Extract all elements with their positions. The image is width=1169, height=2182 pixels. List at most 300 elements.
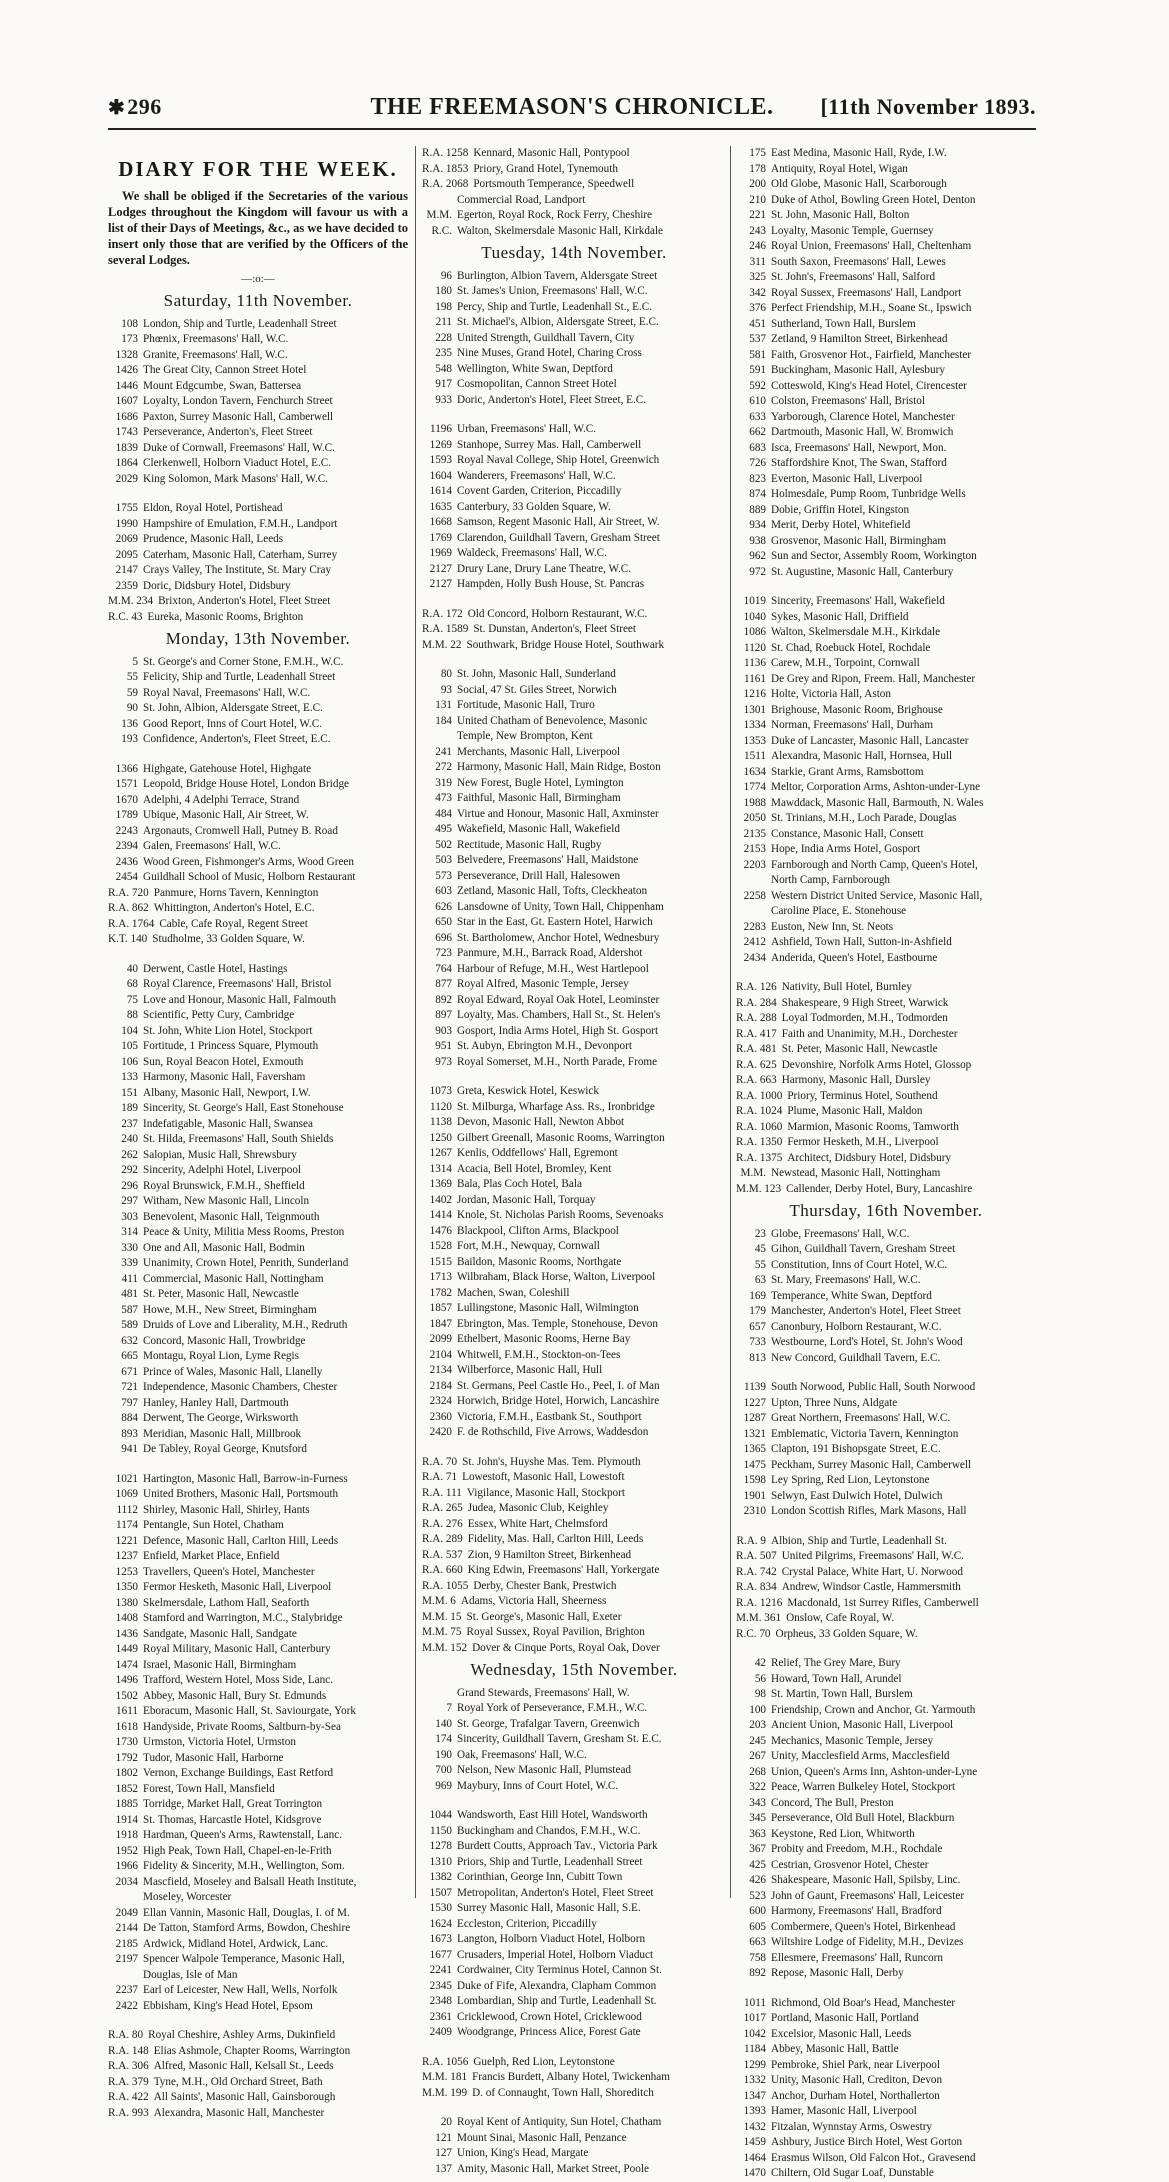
lodge-entry: [108, 1194, 408, 1210]
lodge-entry: [736, 146, 1036, 162]
lodge-name: South Saxon, Freemasons' Hall, Lewes: [771, 255, 946, 268]
lodge-name: Architect, Didsbury Hotel, Didsbury: [787, 1151, 952, 1164]
lodge-name: Combermere, Queen's Hotel, Birkenhead: [771, 1920, 956, 1933]
lodge-name: Doric, Didsbury Hotel, Didsbury: [143, 579, 291, 592]
lodge-number: 671: [121, 1365, 138, 1378]
lodge-number: 1593: [429, 454, 452, 466]
lodge-name: Canterbury, 33 Golden Square, W.: [457, 500, 611, 513]
lodge-number: 2360: [429, 1410, 452, 1423]
lodge-name: D. of Connaught, Town Hall, Shoreditch: [472, 2086, 654, 2099]
lodge-entry: [108, 1859, 408, 1875]
lodge-entry: [108, 1565, 408, 1581]
lodge-name: St. Dunstan, Anderton's, Fleet Street: [473, 623, 636, 635]
lodge-entry: [422, 484, 726, 500]
lodge-name: Sandgate, Masonic Hall, Sandgate: [143, 1627, 297, 1640]
lodge-entry: [736, 1504, 1036, 1520]
lodge-name: Wiltshire Lodge of Fidelity, M.H., Devizes: [771, 1936, 964, 1948]
lodge-name: John of Gaunt, Freemasons' Hall, Leicester: [771, 1889, 965, 1902]
lodge-number: 1436: [115, 1627, 138, 1640]
lodge-entry: [108, 1365, 408, 1381]
lodge-entry: [736, 301, 1036, 317]
lodge-entry: [736, 2011, 1036, 2027]
lodge-entry: [422, 1286, 726, 1302]
lodge-number: 339: [121, 1257, 138, 1269]
lodge-entry: [108, 886, 408, 902]
lodge-number: 1502: [115, 1689, 138, 1702]
group-gap: [736, 1642, 1036, 1656]
lodge-entry: [422, 698, 726, 714]
lodge-number: R.A. 1375: [736, 1151, 783, 1164]
lodge-name: Royal Kent of Antiquity, Sun Hotel, Chatham: [457, 2116, 662, 2128]
lodge-entry: [736, 749, 1036, 765]
lodge-entry: [108, 732, 408, 748]
lodge-name: Carew, M.H., Torpoint, Cornwall: [771, 657, 920, 669]
lodge-entry: [736, 193, 1036, 209]
lodge-name: Alfred, Masonic Hall, Kelsall St., Leeds: [153, 2060, 334, 2072]
lodge-entry: [422, 667, 726, 683]
lodge-number: 1571: [115, 778, 138, 790]
lodge-entry: [108, 1487, 408, 1503]
lodge-name: Eccleston, Criterion, Piccadilly: [457, 1917, 597, 1930]
lodge-number: R.A. 2068: [422, 178, 469, 190]
lodge-number: 100: [749, 1703, 766, 1716]
lodge-number: 376: [749, 302, 766, 314]
lodge-name: Anchor, Durham Hotel, Northallerton: [771, 2089, 940, 2102]
lodge-name: Bala, Plas Coch Hotel, Bala: [457, 1178, 582, 1190]
lodge-name: Jordan, Masonic Hall, Torquay: [457, 1193, 596, 1206]
lodge-entry: [736, 255, 1036, 271]
lodge-name: St. Augustine, Masonic Hall, Canterbury: [771, 565, 954, 578]
lodge-name: St. Hilda, Freemasons' Hall, South Shields: [143, 1133, 334, 1145]
lodge-number: 1334: [743, 719, 766, 731]
lodge-name: Harmony, Freemasons' Hall, Bradford: [771, 1905, 942, 1917]
lodge-name: Cable, Cafe Royal, Regent Street: [159, 917, 308, 930]
lodge-name: Dartmouth, Masonic Hall, W. Bromwich: [771, 426, 954, 438]
lodge-name: Gilbert Greenall, Masonic Rooms, Warrington: [457, 1131, 665, 1144]
lodge-entry: [108, 1890, 408, 1906]
lodge-name: Oak, Freemasons' Hall, W.C.: [457, 1748, 587, 1761]
lodge-name: Anderida, Queen's Hotel, Eastbourne: [771, 951, 938, 964]
lodge-entry: [108, 808, 408, 824]
lodge-entry: [108, 1256, 408, 1272]
lodge-name: St. Germans, Peel Castle Ho., Peel, I. of Man: [457, 1379, 660, 1392]
lodge-number: 246: [749, 240, 766, 252]
lodge-entry: [736, 1135, 1036, 1151]
lodge-entry: [422, 269, 726, 285]
lodge-entry: [422, 993, 726, 1009]
lodge-entry: [736, 162, 1036, 178]
lodge-number: R.A. 80: [108, 2029, 144, 2041]
diary-title: DIARY FOR THE WEEK.: [118, 157, 398, 181]
lodge-name: Whitwell, F.M.H., Stockton-on-Tees: [457, 1348, 621, 1361]
lodge-entry: [422, 1379, 726, 1395]
day-heading-saturday: Saturday, 11th November.: [163, 291, 353, 310]
lodge-name: Callender, Derby Hotel, Bury, Lancashire: [786, 1182, 973, 1195]
lodge-entry: [422, 1701, 726, 1717]
lodge-number: 951: [435, 1040, 452, 1052]
lodge-number: 136: [121, 717, 138, 730]
lodge-entry: [422, 469, 726, 485]
lodge-entry: [736, 610, 1036, 626]
lodge-name: Temperance, White Swan, Deptford: [771, 1289, 932, 1302]
lodge-entry: [422, 1855, 726, 1871]
lodge-entry: [422, 162, 726, 178]
lodge-entry: [422, 1270, 726, 1286]
lodge-number: 1120: [430, 1100, 452, 1113]
lodge-name: Royal Cheshire, Ashley Arms, Dukinfield: [148, 2029, 336, 2041]
lodge-number: 2422: [115, 1999, 138, 2012]
lodge-name: Defence, Masonic Hall, Carlton Hill, Leeds: [143, 1534, 339, 1547]
lodge-number: R.A. 70: [422, 1455, 458, 1468]
lodge-entry: [736, 2120, 1036, 2136]
lodge-entry: [108, 1303, 408, 1319]
lodge-name: Walton, Skelmersdale M.H., Kirkdale: [771, 626, 941, 638]
lodge-name: Sykes, Masonic Hall, Driffield: [771, 610, 909, 623]
lodge-name: Earl of Leicester, New Hall, Wells, Norfolk: [143, 1984, 338, 1996]
lodge-name: Temple, New Brompton, Kent: [457, 730, 593, 742]
lodge-entry: [422, 1748, 726, 1764]
lodge-name: Crusaders, Imperial Hotel, Holborn Viaduct: [457, 1948, 654, 1961]
lodge-entry: [736, 239, 1036, 255]
lodge-number: 1139: [744, 1381, 766, 1393]
lodge-entry: [108, 1906, 408, 1922]
lodge-number: 934: [749, 519, 766, 531]
lodge-number: R.A. 126: [736, 981, 777, 993]
lodge-name: De Tabley, Royal George, Knutsford: [143, 1443, 307, 1455]
lodge-number: 1475: [743, 1458, 766, 1471]
lodge-name: Vernon, Exchange Buildings, East Retford: [143, 1767, 334, 1779]
lodge-name: Perseverance, Anderton's, Fleet Street: [143, 426, 313, 438]
lodge-number: R.A. 71: [422, 1471, 458, 1483]
lodge-number: R.C. 70: [736, 1627, 771, 1640]
lodge-entry: [108, 1658, 408, 1674]
lodge-name: Duke of Lancaster, Masonic Hall, Lancaster: [771, 734, 969, 747]
lodge-number: 345: [749, 1812, 766, 1824]
lodge-name: St. Mary, Freemasons' Hall, W.C.: [771, 1274, 921, 1286]
lodge-number: 726: [749, 457, 766, 469]
lodge-number: 2409: [429, 2026, 452, 2038]
lodge-number: 2420: [429, 1426, 452, 1438]
lodge-name: Harmony, Masonic Hall, Dursley: [781, 1074, 931, 1086]
lodge-number: 1885: [115, 1798, 138, 1810]
lodge-name: Baildon, Masonic Rooms, Northgate: [457, 1255, 622, 1268]
lodge-entry: [736, 518, 1036, 534]
lodge-name: Commercial Road, Landport: [457, 193, 586, 206]
lodge-entry: [736, 1489, 1036, 1505]
lodge-number: 1350: [115, 1581, 138, 1593]
lodge-name: Victoria, F.M.H., Eastbank St., Southport: [457, 1410, 642, 1423]
lodge-number: 1044: [429, 1809, 452, 1821]
lodge-entry: [108, 363, 408, 379]
lodge-name: Probity and Freedom, M.H., Rochdale: [771, 1843, 943, 1855]
lodge-number: 131: [435, 699, 452, 711]
lodge-entry: [736, 687, 1036, 703]
lodge-name: Scientific, Petty Cury, Cambridge: [143, 1009, 295, 1021]
lodge-name: Onslow, Cafe Royal, W.: [786, 1612, 895, 1624]
lodge-name: Sutherland, Town Hall, Burslem: [771, 317, 916, 330]
lodge-name: Commercial, Masonic Hall, Nottingham: [143, 1272, 324, 1285]
lodge-name: Fidelity & Sincerity, M.H., Wellington, Som.: [143, 1860, 345, 1872]
lodge-number: 198: [435, 300, 452, 313]
lodge-entry: [422, 1625, 726, 1641]
lodge-entry: [422, 1131, 726, 1147]
group-gap: [736, 580, 1036, 594]
lodge-name: St. Trinians, M.H., Loch Parade, Douglas: [771, 812, 957, 824]
lodge-name: St. George's and Corner Stone, F.M.H., W.C.: [143, 655, 344, 668]
lodge-number: 2434: [743, 951, 766, 964]
lodge-number: 1310: [429, 1855, 452, 1868]
lodge-name: Priory, Terminus Hotel, Southend: [787, 1089, 938, 1102]
lodge-entry: [108, 686, 408, 702]
lodge-number: 55: [754, 1258, 766, 1271]
lodge-entry: [736, 1335, 1036, 1351]
lodge-name: Social, 47 St. Giles Street, Norwich: [457, 683, 617, 696]
lodge-name: Love and Honour, Masonic Hall, Falmouth: [143, 993, 337, 1006]
lodge-entry: [422, 193, 726, 209]
lodge-entry: [422, 562, 726, 578]
lodge-number: 657: [749, 1320, 766, 1333]
lodge-entry: [422, 776, 726, 792]
lodge-entry: [422, 531, 726, 547]
lodge-entry: [736, 641, 1036, 657]
lodge-name: Essex, White Hart, Chelmsford: [467, 1517, 608, 1530]
lodge-number: 889: [749, 503, 766, 516]
lodge-number: 591: [749, 364, 766, 376]
lodge-name: Horwich, Bridge Hotel, Horwich, Lancashire: [457, 1395, 660, 1407]
lodge-number: 1677: [429, 1948, 452, 1961]
lodge-name: Peckham, Surrey Masonic Hall, Camberwell: [771, 1458, 972, 1471]
lodge-number: R.A. 1589: [422, 623, 469, 635]
lodge-number: R.A. 1258: [422, 147, 469, 159]
lodge-name: Clapton, 191 Bishopsgate Street, E.C.: [771, 1443, 941, 1455]
lodge-number: 1464: [743, 2151, 766, 2164]
lodge-entry: [422, 1717, 726, 1733]
lodge-number: 1598: [743, 1474, 766, 1486]
lodge-name: The Great City, Cannon Street Hotel: [143, 364, 307, 376]
lodge-number: 1314: [429, 1162, 452, 1175]
lodge-name: Urban, Freemasons' Hall, W.C.: [457, 423, 597, 435]
lodge-entry: [108, 2044, 408, 2060]
lodge-name: King Edwin, Freemasons' Hall, Yorkergate: [467, 1564, 660, 1576]
lodge-number: 700: [435, 1764, 452, 1776]
lodge-entry: [108, 532, 408, 548]
lodge-name: Sincerity, St. George's Hall, East Stonehouse: [143, 1102, 344, 1114]
lodge-entry: [422, 208, 726, 224]
lodge-number: 941: [121, 1443, 138, 1455]
lodge-name: Wakefield, Masonic Hall, Wakefield: [457, 823, 620, 835]
lodge-name: Covent Garden, Criterion, Piccadilly: [457, 485, 622, 497]
lodge-number: 203: [749, 1719, 766, 1731]
lodge-number: 632: [121, 1334, 138, 1347]
lodge-name: Whittington, Anderton's Hotel, E.C.: [153, 902, 315, 914]
lodge-name: Hamer, Masonic Hall, Liverpool: [771, 2105, 917, 2117]
lodge-name: Portsmouth Temperance, Speedwell: [473, 178, 635, 190]
lodge-number: 2203: [743, 858, 766, 871]
lodge-number: 1901: [743, 1489, 766, 1502]
lodge-entry: [736, 1951, 1036, 1967]
lodge-number: 267: [749, 1750, 766, 1762]
lodge-number: 1969: [429, 547, 452, 559]
lodge-number: 1459: [743, 2136, 766, 2148]
page-header: [108, 92, 1036, 130]
lodge-entry: [736, 1935, 1036, 1951]
lodge-name: Derby, Chester Bank, Prestwich: [473, 1579, 617, 1592]
lodge-number: 1966: [115, 1860, 138, 1872]
lodge-name: Metropolitan, Anderton's Hotel, Fleet Street: [457, 1886, 654, 1899]
lodge-name: Eldon, Royal Hotel, Portishead: [143, 502, 283, 514]
lodge-name: Dobie, Griffin Hotel, Kingston: [771, 503, 910, 516]
lodge-name: Perfect Friendship, M.H., Soane St., Ipswich: [771, 302, 972, 314]
lodge-name: Cosmopolitan, Cannon Street Hotel: [457, 378, 617, 390]
lodge-number: 877: [435, 978, 452, 990]
lodge-number: 268: [749, 1765, 766, 1778]
lodge-entry: [422, 607, 726, 623]
lodge-number: 2310: [743, 1505, 766, 1517]
lodge-name: F. de Rothschild, Five Arrows, Waddesdon: [457, 1426, 649, 1438]
lodge-number: 969: [435, 1779, 452, 1792]
lodge-entry: [736, 1442, 1036, 1458]
lodge-name: United Pilgrims, Freemasons' Hall, W.C.: [781, 1550, 964, 1562]
lodge-number: 75: [126, 993, 138, 1006]
lodge-name: Perseverance, Drill Hall, Halesowen: [457, 869, 621, 882]
lodge-name: Ancient Union, Masonic Hall, Liverpool: [771, 1719, 954, 1731]
lodge-name: Starkie, Grant Arms, Ramsbottom: [771, 765, 924, 778]
lodge-name: Devonshire, Norfolk Arms Hotel, Glossop: [781, 1058, 972, 1071]
lodge-entry: [422, 1162, 726, 1178]
group-gap: [422, 408, 726, 422]
lodge-entry: [422, 1594, 726, 1610]
lodge-entry: [422, 1239, 726, 1255]
lodge-entry: [108, 1735, 408, 1751]
lodge-entry: [108, 1055, 408, 1071]
lodge-number: R.A. 1764: [108, 917, 155, 930]
lodge-entry: [736, 672, 1036, 688]
lodge-number: 1914: [115, 1813, 138, 1826]
lodge-entry: [736, 1811, 1036, 1827]
lodge-name: Leopold, Bridge House Hotel, London Bridge: [143, 778, 350, 790]
lodge-entry: [108, 1952, 408, 1968]
lodge-number: 1432: [743, 2120, 766, 2133]
lodge-name: Fortitude, 1 Princess Square, Plymouth: [143, 1040, 319, 1052]
lodge-entry: [108, 1673, 408, 1689]
tuesday-continued-list: [736, 146, 1036, 1197]
lodge-name: Tudor, Masonic Hall, Harborne: [143, 1751, 284, 1764]
lodge-name: Western District United Service, Masonic Hall,: [771, 889, 983, 902]
lodge-entry: [108, 962, 408, 978]
lodge-entry: [108, 410, 408, 426]
lodge-number: M.M. 75: [422, 1626, 462, 1638]
lodge-name: United Strength, Guildhall Tavern, City: [457, 331, 635, 344]
lodge-number: 1332: [743, 2074, 766, 2086]
lodge-number: 892: [749, 1967, 766, 1979]
lodge-name: Sincerity, Guildhall Tavern, Gresham St. E.C.: [457, 1733, 662, 1745]
lodge-name: Manchester, Anderton's Hotel, Fleet Street: [771, 1305, 961, 1317]
lodge-name: Burlington, Albion Tavern, Aldersgate Street: [457, 269, 658, 282]
lodge-number: 200: [749, 178, 766, 190]
lodge-number: R.A. 720: [108, 886, 149, 899]
lodge-number: 151: [121, 1086, 138, 1099]
lodge-entry: [422, 683, 726, 699]
group-gap: [736, 1982, 1036, 1996]
lodge-number: 696: [435, 931, 452, 944]
lodge-entry: [422, 515, 726, 531]
lodge-number: 1019: [743, 595, 766, 607]
lodge-entry: [422, 745, 726, 761]
lodge-entry: [736, 1627, 1036, 1643]
lodge-name: Caterham, Masonic Hall, Caterham, Surrey: [143, 548, 338, 561]
lodge-name: Howard, Town Hall, Arundel: [771, 1672, 902, 1685]
lodge-entry: [736, 2042, 1036, 2058]
lodge-entry: [422, 1193, 726, 1209]
lodge-number: 2049: [115, 1906, 138, 1919]
lodge-name: Handyside, Private Rooms, Saltburn-by-Sea: [143, 1720, 341, 1733]
lodge-entry: [108, 701, 408, 717]
lodge-entry: [736, 1904, 1036, 1920]
lodge-name: Nine Muses, Grand Hotel, Charing Cross: [457, 347, 642, 359]
lodge-name: Walton, Skelmersdale Masonic Hall, Kirkdale: [457, 224, 664, 237]
lodge-number: 367: [749, 1843, 766, 1855]
lodge-name: St. John, Masonic Hall, Sunderland: [457, 668, 616, 680]
lodge-entry: [422, 1084, 726, 1100]
lodge-number: 96: [440, 269, 452, 282]
lodge-number: 1161: [744, 672, 766, 685]
lodge-number: 1792: [115, 1751, 138, 1764]
lodge-number: 2348: [429, 1995, 452, 2007]
lodge-number: 1301: [743, 703, 766, 716]
column-rule: [730, 146, 731, 1898]
lodge-number: 973: [435, 1055, 452, 1068]
lodge-number: R.C.: [431, 224, 452, 237]
lodge-entry: [422, 1115, 726, 1131]
lodge-entry: [736, 656, 1036, 672]
lodge-entry: [422, 1994, 726, 2010]
lodge-number: 1839: [115, 441, 138, 454]
lodge-number: 40: [126, 962, 138, 975]
lodge-number: 573: [435, 869, 452, 882]
lodge-number: 2345: [429, 1979, 452, 1992]
lodge-entry: [422, 1501, 726, 1517]
lodge-name: Kennard, Masonic Hall, Pontypool: [473, 147, 630, 159]
lodge-name: St. Bartholomew, Anchor Hotel, Wednesbury: [457, 931, 660, 944]
lodge-name: St. John's, Huyshe Mas. Tem. Plymouth: [462, 1455, 641, 1468]
lodge-name: Adelphi, 4 Adelphi Terrace, Strand: [143, 793, 300, 806]
lodge-name: Relief, The Grey Mare, Bury: [771, 1657, 901, 1669]
lodge-name: Vigilance, Masonic Hall, Stockport: [466, 1486, 625, 1499]
lodge-name: Gosport, India Arms Hotel, High St. Gosport: [457, 1024, 659, 1037]
lodge-name: Concord, The Bull, Preston: [771, 1796, 894, 1809]
lodge-entry: [108, 1472, 408, 1488]
lodge-number: 90: [126, 702, 138, 714]
lodge-name: Prudence, Masonic Hall, Leeds: [143, 533, 284, 545]
lodge-name: Abbey, Masonic Hall, Bury St. Edmunds: [143, 1689, 327, 1702]
lodge-name: Shirley, Masonic Hall, Shirley, Hants: [143, 1503, 310, 1516]
lodge-entry: [736, 363, 1036, 379]
lodge-entry: [422, 2146, 726, 2162]
lodge-name: Torridge, Market Hall, Great Torrington: [143, 1798, 323, 1810]
lodge-number: 1287: [743, 1412, 766, 1424]
lodge-name: Forest, Town Hall, Mansfield: [143, 1782, 275, 1795]
lodge-entry: [736, 1166, 1036, 1182]
lodge-entry: [736, 625, 1036, 641]
lodge-entry: [736, 1858, 1036, 1874]
lodge-entry: [736, 1749, 1036, 1765]
intro-paragraph: We shall be obliged if the Secretaries of the various Lodges throughout the Kingdom will favour us with a list of their Days of Meetings, &c., as we have decided to insert only those that are verified by the Officers of the several Lodges.: [108, 188, 408, 267]
column-rule: [415, 146, 416, 1898]
lodge-entry: [422, 1100, 726, 1116]
lodge-entry: [108, 1704, 408, 1720]
lodge-entry: [422, 284, 726, 300]
lodge-entry: [108, 1163, 408, 1179]
